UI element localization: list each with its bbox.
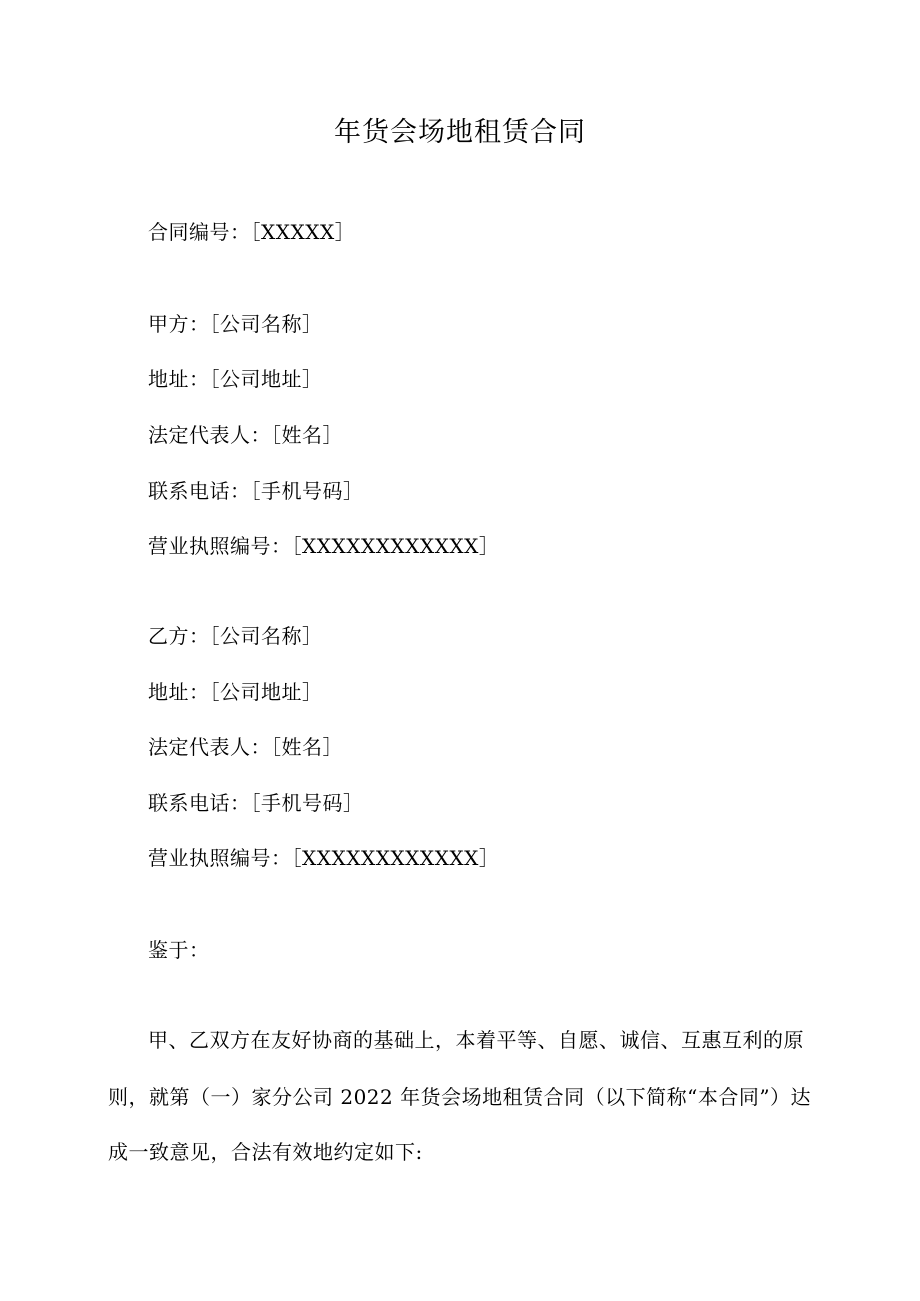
party-b-name: 乙方：［公司名称］	[148, 624, 323, 648]
body-line-2: 则，就第（一）家分公司 2022 年货会场地租赁合同（以下简称“本合同”）达	[108, 1085, 812, 1109]
body-line-3: 成一致意见，合法有效地约定如下:	[108, 1140, 423, 1164]
contract-number: 合同编号：［XXXXX］	[148, 220, 356, 244]
whereas-label: 鉴于：	[148, 938, 210, 962]
party-b-legal-rep: 法定代表人：［姓名］	[148, 735, 343, 759]
party-b-address: 地址：［公司地址］	[148, 680, 323, 704]
party-b-phone: 联系电话：［手机号码］	[148, 791, 364, 815]
party-a-license: 营业执照编号：［XXXXXXXXXXXX］	[148, 534, 500, 558]
document-title: 年货会场地租赁合同	[334, 117, 586, 148]
party-a-legal-rep: 法定代表人：［姓名］	[148, 423, 343, 447]
party-a-address: 地址：［公司地址］	[148, 367, 323, 391]
party-a-phone: 联系电话：［手机号码］	[148, 479, 364, 503]
body-line-1: 甲、乙双方在友好协商的基础上，本着平等、自愿、诚信、互惠互利的原	[148, 1028, 804, 1052]
party-a-name: 甲方：［公司名称］	[148, 312, 323, 336]
party-b-license: 营业执照编号：［XXXXXXXXXXXX］	[148, 846, 500, 870]
